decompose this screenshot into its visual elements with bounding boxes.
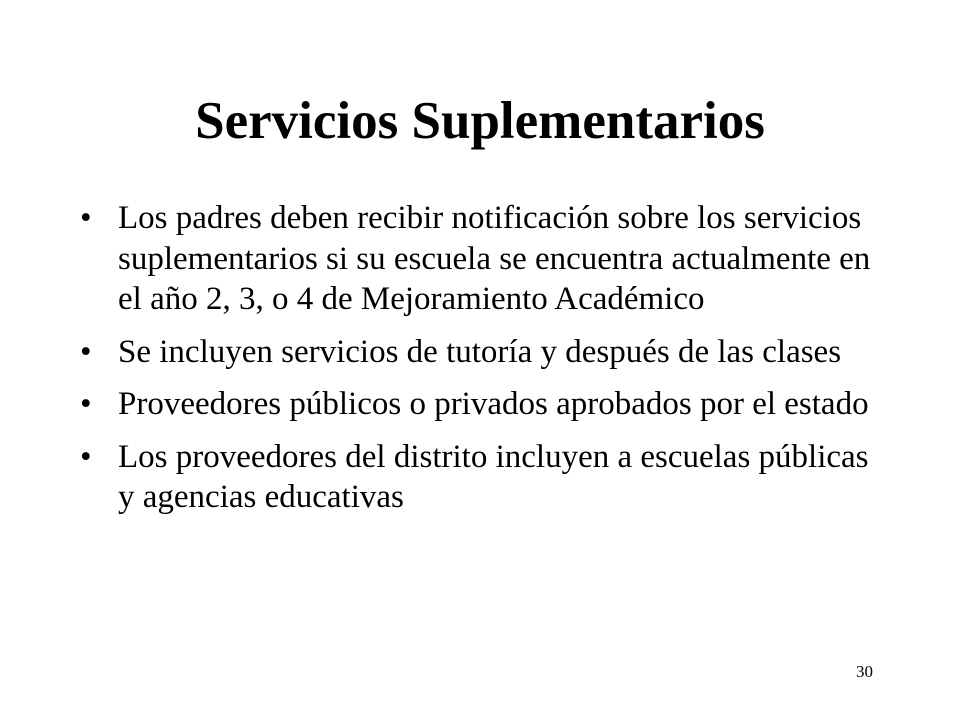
bullet-icon: • xyxy=(80,386,92,422)
bullet-text: Los proveedores del distrito incluyen a escuelas públicas y agencias educativas xyxy=(118,438,869,515)
bullet-text: Proveedores públicos o privados aprobados por el estado xyxy=(118,386,869,422)
bullet-item xyxy=(80,198,880,320)
bullet-item xyxy=(80,384,880,425)
bullet-icon: • xyxy=(80,333,92,370)
bullet-item xyxy=(80,437,880,518)
page-number: 30 xyxy=(856,662,873,681)
bullet-icon: • xyxy=(80,438,92,475)
bullet-list xyxy=(80,198,880,530)
bullet-icon: • xyxy=(80,200,92,236)
slide-title: Servicios Suplementarios xyxy=(195,92,765,150)
bullet-item xyxy=(80,332,880,373)
bullet-text: Los padres deben recibir notificación sobre los servicios suplementarios si su escuela se encuentra actualmente en el año 2, 3, o 4 de Mejoramiento Académico xyxy=(118,200,871,317)
bullet-text: Se incluyen servicios de tutoría y después de las clases xyxy=(118,333,842,370)
